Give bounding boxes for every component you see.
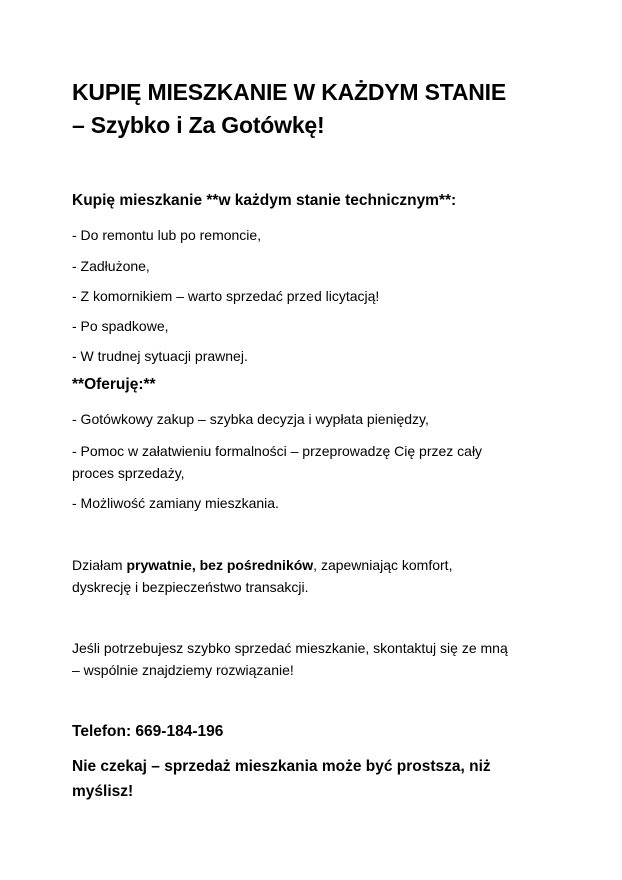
list-item: - Pomoc w załatwieniu formalności – przeprowadzę Cię przez cały	[72, 443, 483, 459]
closing-line-2: myślisz!	[72, 783, 134, 800]
paragraph-contact-line-1: Jeśli potrzebujesz szybko sprzedać mieszkanie, skontaktuj się ze mną	[72, 640, 508, 656]
section-heading-condition: Kupię mieszkanie **w każdym stanie technicznym**:	[72, 192, 457, 209]
closing-line-1: Nie czekaj – sprzedaż mieszkania może być prostsza, niż	[72, 758, 491, 775]
list-item: - Po spadkowe,	[72, 318, 169, 334]
paragraph-private-lead: Działam	[72, 557, 127, 573]
phone-number: Telefon: 669-184-196	[72, 723, 224, 740]
list-item-continuation: proces sprzedaży,	[72, 465, 185, 481]
paragraph-private-line-2: dyskrecję i bezpieczeństwo transakcji.	[72, 579, 309, 595]
title-line-2: – Szybko i Za Gotówkę!	[72, 112, 325, 138]
page-title	[72, 76, 572, 142]
section-heading-offer: **Oferuję:**	[72, 376, 156, 393]
paragraph-private-bold: prywatnie, bez pośredników	[126, 557, 314, 573]
paragraph-contact-line-2: – wspólnie znajdziemy rozwiązanie!	[72, 662, 294, 678]
list-item: - Gotówkowy zakup – szybka decyzja i wypłata pieniędzy,	[72, 411, 429, 427]
list-item: - Do remontu lub po remoncie,	[72, 227, 262, 243]
list-item: - Zadłużone,	[72, 258, 150, 274]
list-item: - Z komornikiem – warto sprzedać przed licytacją!	[72, 288, 380, 304]
list-item: - W trudnej sytuacji prawnej.	[72, 348, 248, 364]
paragraph-private	[72, 555, 452, 575]
list-item: - Możliwość zamiany mieszkania.	[72, 495, 279, 511]
title-line-1: KUPIĘ MIESZKANIE W KAŻDYM STANIE	[72, 79, 507, 105]
paragraph-private-rest: , zapewniając komfort,	[313, 557, 453, 573]
